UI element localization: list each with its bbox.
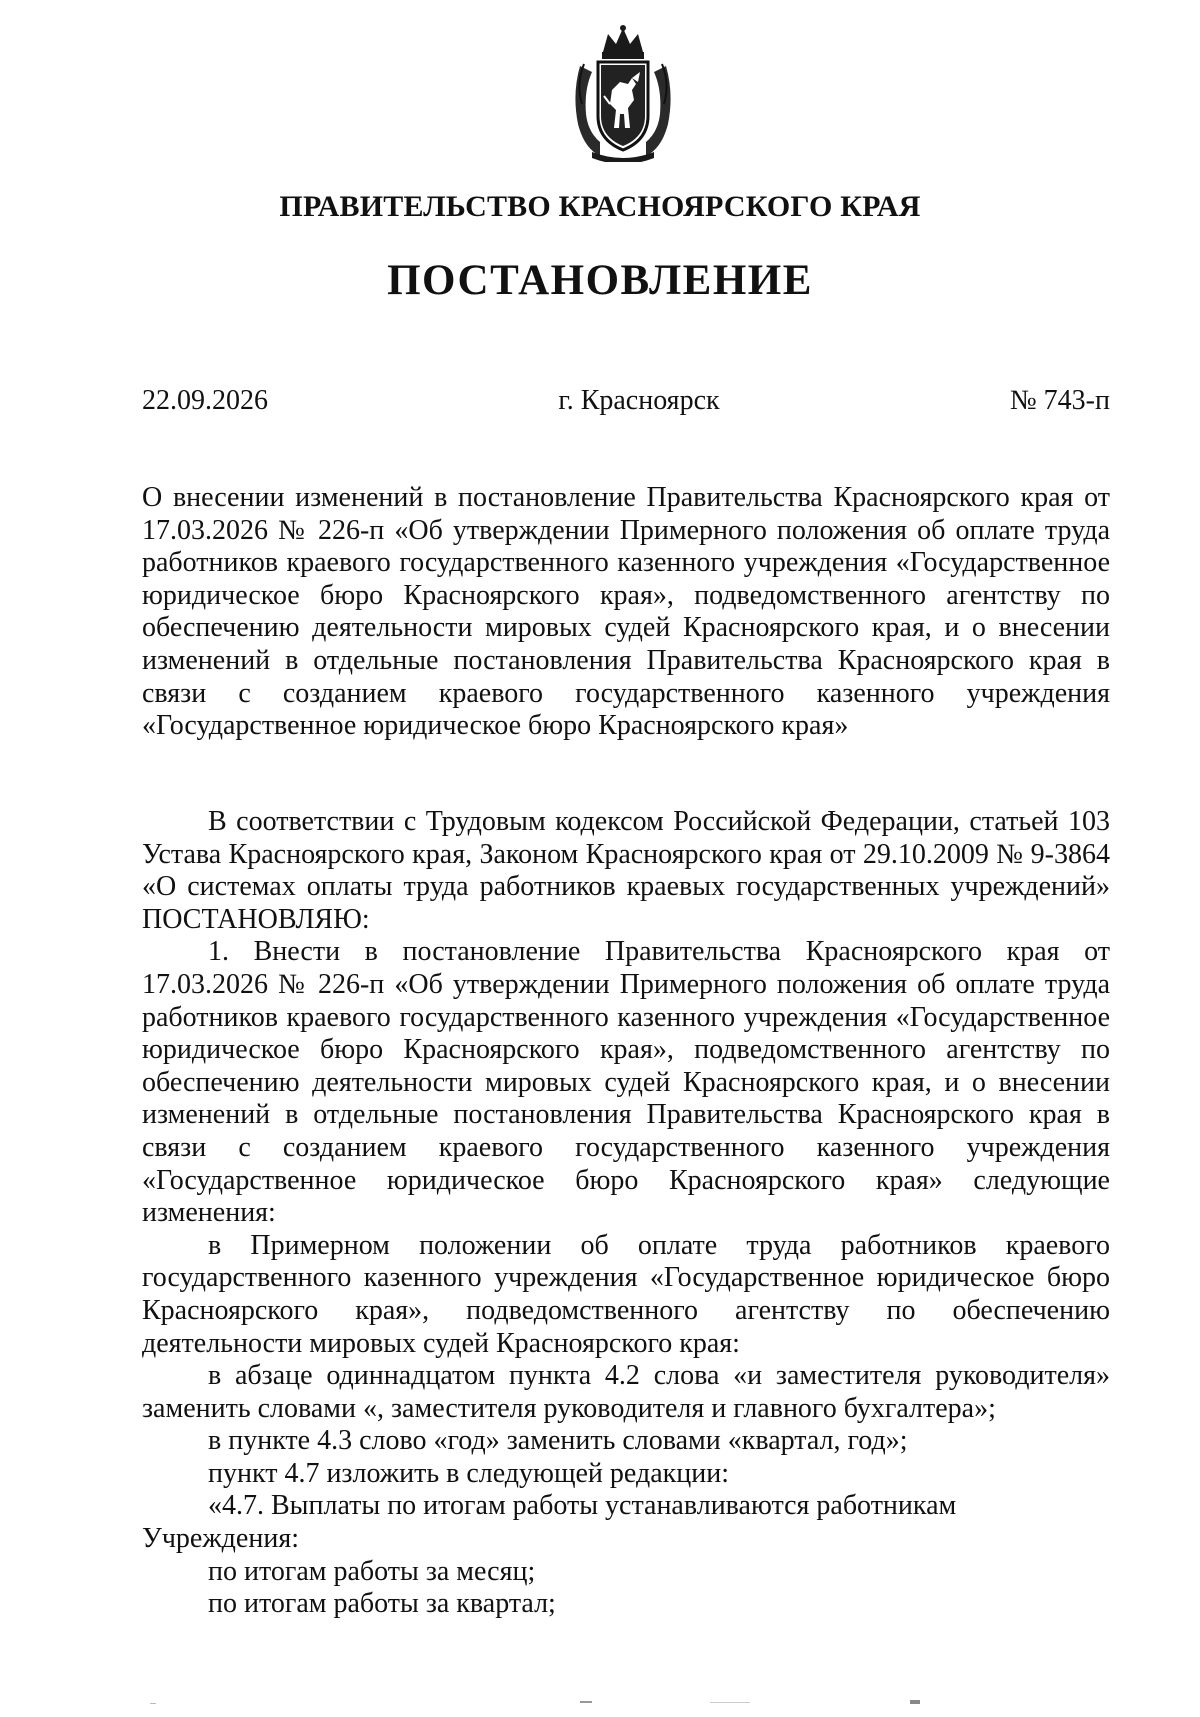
body-paragraph: по итогам работы за месяц; [208, 1555, 536, 1587]
document-city: г. Красноярск [558, 385, 720, 416]
body-paragraph: В соответствии с Трудовым кодексом Российской Федерации, статьей 103 Устава Красноярского края, Законом Красноярского края от 29.10.2009 № 9-3864 «О системах оплаты труда работников краевых государственных учреждений» ПОСТАНОВЛЯЮ: [142, 806, 1110, 935]
body-paragraph: в Примерном положении об оплате труда работников краевого государственного казенного учреждения «Государственное юридическое бюро Красноярского края», подведомственного агентству по обеспечению деятельности мировых судей Красноярского края: [142, 1229, 1110, 1359]
document-meta-row [142, 385, 1110, 417]
body-paragraph: 1. Внести в постановление Правительства Красноярского края от 17.03.2026 № 226-п «Об утверждении Примерного положения об оплате труда работников краевого государственного казенного учреждения «Государственное юридическое бюро Красноярского края», подведомственного агентству по обеспечению деятельности мировых судей Красноярского края, и о внесении изменений в отдельные постановления Правительства Красноярского края в связи с созданием краевого государственного казенного учреждения «Государственное юридическое бюро Красноярского края» следующие изменения: [142, 936, 1110, 1229]
coat-of-arms-icon [570, 24, 676, 162]
document-subject: О внесении изменений в постановление Правительства Красноярского края от 17.03.2026 № 226-п «Об утверждении Примерного положения об оплате труда работников краевого государственного казенного учреждения «Государственное юридическое бюро Красноярского края», подведомственного агентству по обеспечению деятельности мировых судей Красноярского края, и о внесении изменений в отдельные постановления Правительства Красноярского края в связи с созданием краевого государственного казенного учреждения «Государственное юридическое бюро Красноярского края» [142, 482, 1110, 742]
document-body [142, 806, 1110, 1621]
body-paragraph: в пункте 4.3 слово «год» заменить словами «квартал, год»; [208, 1425, 908, 1457]
body-paragraph: пункт 4.7 изложить в следующей редакции: [208, 1457, 729, 1489]
body-paragraph: по итогам работы за квартал; [208, 1588, 556, 1620]
document-type-title: ПОСТАНОВЛЕНИЕ [387, 257, 813, 304]
organization-name: ПРАВИТЕЛЬСТВО КРАСНОЯРСКОГО КРАЯ [279, 190, 921, 223]
body-paragraph: в абзаце одиннадцатом пункта 4.2 слова «и заместителя руководителя» заменить словами «, заместителя руководителя и главного бухгалтера»; [142, 1360, 1110, 1424]
scan-edge-artifact [150, 1700, 1010, 1706]
document-number: № 743-п [1009, 385, 1110, 416]
body-paragraph: «4.7. Выплаты по итогам работы устанавливаются работникам Учреждения: [142, 1490, 957, 1555]
document-date: 22.09.2026 [142, 385, 268, 416]
